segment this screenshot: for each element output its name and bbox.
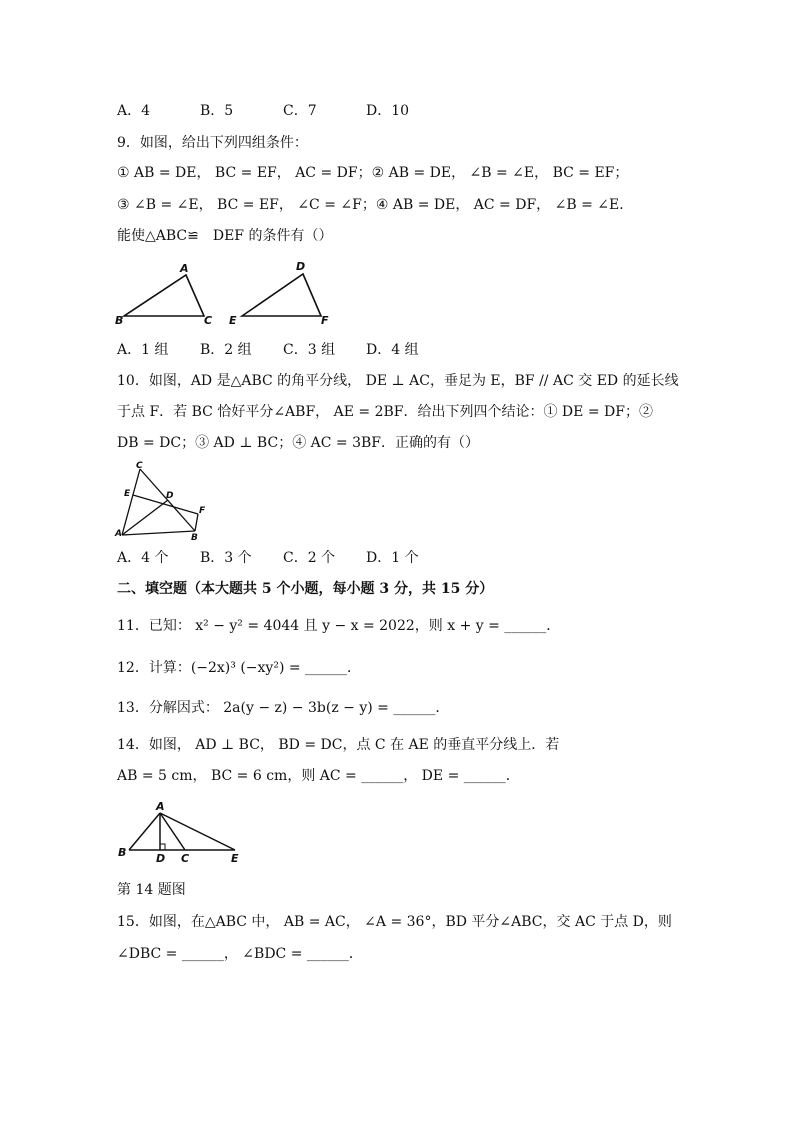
q14-line-2: AB = 5 cm， BC = 6 cm，则 AC = ______， DE = ______． bbox=[117, 768, 520, 784]
label-d: D bbox=[166, 491, 174, 501]
triangle-def bbox=[242, 274, 321, 316]
q10-option-d: D．1 个 bbox=[366, 550, 419, 566]
label-a: A bbox=[156, 800, 165, 813]
q10-line-1: 10．如图，AD 是△ABC 的角平分线， DE ⊥ AC，垂足为 E，BF // AC 交 ED 的延长线 bbox=[117, 373, 679, 389]
section-2-heading: 二、填空题（本大题共 5 个小题，每小题 3 分，共 15 分） bbox=[117, 581, 494, 597]
label-c: C bbox=[181, 852, 190, 865]
label-a: A bbox=[180, 262, 189, 275]
q8-option-d: D．10 bbox=[366, 103, 410, 119]
segment-ac bbox=[122, 469, 140, 535]
label-c: C bbox=[204, 314, 213, 327]
q13: 13．分解因式： 2a(y − z) − 3b(z − y) = ______． bbox=[117, 700, 450, 716]
q11: 11．已知： x² − y² = 4044 且 y − x = 2022，则 x + y = ______． bbox=[117, 618, 561, 634]
label-c: C bbox=[136, 461, 143, 471]
segment-bf bbox=[195, 514, 198, 531]
segment-ae bbox=[160, 813, 235, 850]
label-b: B bbox=[118, 846, 127, 859]
q10-option-a: A．4 个 bbox=[117, 550, 169, 566]
q9-conditions-line-2: ③ ∠B = ∠E， BC = EF， ∠C = ∠F；④ AB = DE， AC = DF， ∠B = ∠E． bbox=[117, 197, 634, 213]
q9-question: 能使△ABC≌ DEF 的条件有（） bbox=[117, 228, 333, 244]
q14-figure bbox=[112, 800, 247, 866]
q10-option-c: C．2 个 bbox=[283, 550, 336, 566]
segment-ab bbox=[122, 531, 195, 535]
q8-option-c: C．7 bbox=[283, 103, 317, 119]
label-d: D bbox=[296, 260, 306, 273]
label-b: B bbox=[191, 533, 198, 542]
q15-line-2: ∠DBC = ______， ∠BDC = ______． bbox=[117, 946, 363, 962]
q10-option-b: B．3 个 bbox=[200, 550, 252, 566]
q15-line-1: 15．如图，在△ABC 中， AB = AC， ∠A = 36°，BD 平分∠ABC，交 AC 于点 D，则 bbox=[117, 914, 672, 930]
q12: 12．计算：(−2x)³ (−xy²) = ______． bbox=[117, 660, 362, 676]
q14-figure-caption: 第 14 题图 bbox=[117, 882, 186, 898]
q9-option-b: B．2 组 bbox=[200, 342, 252, 358]
label-b: B bbox=[115, 314, 124, 327]
q10-line-3: DB = DC；③ AD ⊥ BC；④ AC = 3BF．正确的有（） bbox=[117, 435, 480, 451]
q9-conditions-line-1: ① AB = DE， BC = EF， AC = DF；② AB = DE， ∠B = ∠E， BC = EF； bbox=[117, 165, 629, 181]
q10-options bbox=[117, 548, 419, 568]
label-e: E bbox=[124, 489, 131, 499]
label-e: E bbox=[229, 314, 237, 327]
q8-options bbox=[117, 101, 409, 121]
q10-figure bbox=[112, 458, 212, 542]
q10-line-2: 于点 F．若 BC 恰好平分∠ABF， AE = 2BF．给出下列四个结论：① DE = DF；② bbox=[117, 404, 653, 420]
q9-triangles-figure bbox=[112, 258, 342, 330]
label-f: F bbox=[199, 506, 206, 516]
q9-option-a: A．1 组 bbox=[117, 342, 169, 358]
q9-stem: 9．如图，给出下列四组条件： bbox=[117, 135, 308, 151]
label-a: A bbox=[115, 529, 122, 539]
q14-line-1: 14．如图， AD ⊥ BC， BD = DC，点 C 在 AE 的垂直平分线上．若 bbox=[117, 737, 560, 753]
label-d: D bbox=[156, 852, 166, 865]
q8-option-b: B．5 bbox=[200, 103, 234, 119]
segment-ad bbox=[122, 500, 168, 535]
triangle-abc bbox=[124, 275, 204, 316]
q8-option-a: A．4 bbox=[117, 103, 151, 119]
label-e: E bbox=[231, 852, 239, 865]
segment-ab bbox=[129, 813, 160, 850]
q9-options bbox=[117, 340, 419, 360]
q9-option-c: C．3 组 bbox=[283, 342, 336, 358]
q9-option-d: D．4 组 bbox=[366, 342, 419, 358]
label-f: F bbox=[321, 314, 329, 327]
